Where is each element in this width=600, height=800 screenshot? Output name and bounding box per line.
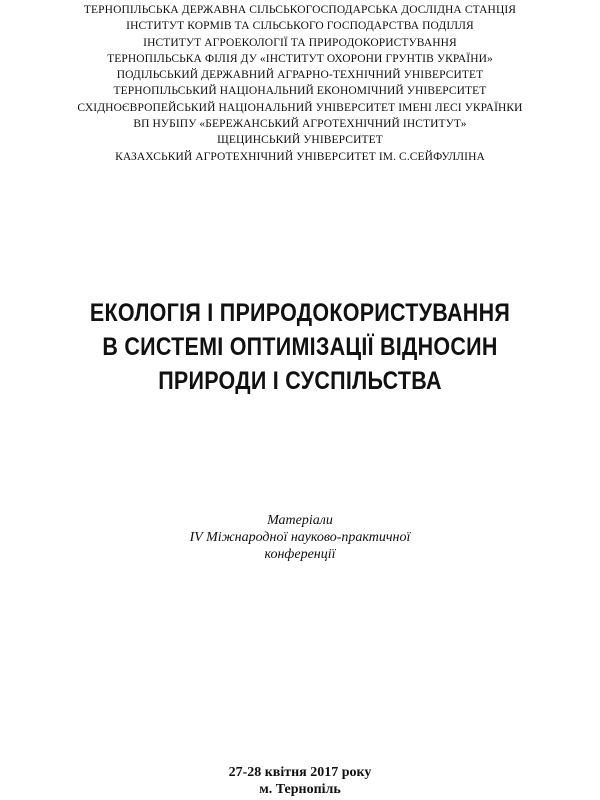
subtitle-line-2: IV Міжнародної науково-практичної	[189, 530, 411, 545]
document-title	[42, 296, 558, 398]
subtitle-line-3: конференції	[264, 547, 336, 562]
organization-item: ІНСТИТУТ АГРОЕКОЛОГІЇ ТА ПРИРОДОКОРИСТУВАННЯ	[143, 36, 457, 49]
organization-item: ТЕРНОПІЛЬСЬКА ДЕРЖАВНА СІЛЬСЬКОГОСПОДАРСЬКА ДОСЛІДНА СТАНЦІЯ	[83, 4, 517, 16]
title-line-1: ЕКОЛОГІЯ І ПРИРОДОКОРИСТУВАННЯ	[89, 299, 511, 327]
conference-date: 27-28 квітня 2017 року	[228, 765, 372, 780]
title-line-3: ПРИРОДИ І СУСПІЛЬСТВА	[158, 367, 442, 395]
organizations-list	[0, 2, 600, 165]
document-footer	[0, 764, 600, 798]
organization-item: ТЕРНОПІЛЬСЬКА ФІЛІЯ ДУ «ІНСТИТУТ ОХОРОНИ ГРУНТІВ УКРАЇНИ»	[107, 52, 493, 65]
document-subtitle	[0, 512, 600, 563]
organization-item: ПОДІЛЬСЬКИЙ ДЕРЖАВНИЙ АГРАРНО-ТЕХНІЧНИЙ УНІВЕРСИТЕТ	[116, 69, 484, 82]
title-line-2: В СИСТЕМІ ОПТИМІЗАЦІЇ ВІДНОСИН	[102, 333, 498, 361]
conference-city: м. Тернопіль	[259, 782, 341, 797]
organization-item: СХІДНОЄВРОПЕЙСЬКИЙ НАЦІОНАЛЬНИЙ УНІВЕРСИТЕТ ІМЕНІ ЛЕСІ УКРАЇНКИ	[77, 101, 523, 114]
organization-item: ЩЕЦИНСЬКИЙ УНІВЕРСИТЕТ	[217, 134, 383, 147]
subtitle-line-1: Матеріали	[267, 513, 333, 528]
organization-item: ВП НУБІПУ «БЕРЕЖАНСЬКИЙ АГРОТЕХНІЧНИЙ ІНСТИТУТ»	[133, 118, 467, 131]
organization-item: ТЕРНОПІЛЬСЬКИЙ НАЦІОНАЛЬНИЙ ЕКОНОМІЧНИЙ УНІВЕРСИТЕТ	[113, 85, 487, 98]
organization-item: КАЗАХСЬКИЙ АГРОТЕХНІЧНИЙ УНІВЕРСИТЕТ ІМ. С.СЕЙФУЛЛІНА	[115, 150, 485, 163]
organization-item: ІНСТИТУТ КОРМІВ ТА СІЛЬСЬКОГО ГОСПОДАРСТВА ПОДІЛЛЯ	[126, 20, 474, 33]
